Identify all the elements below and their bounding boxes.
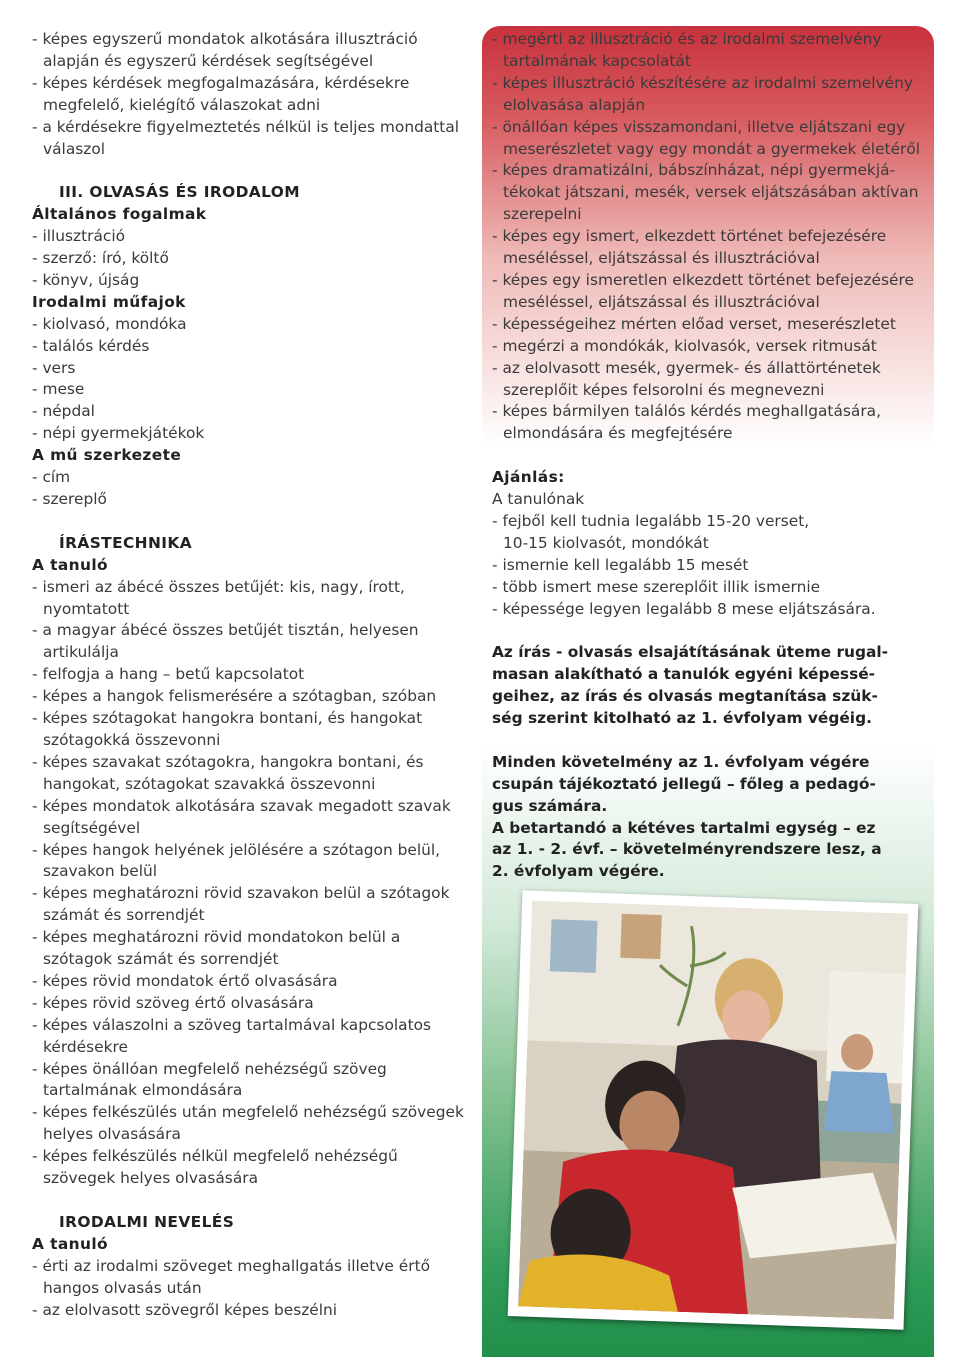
list-item: - képes a hangok felismerésére a szótagban, szóban xyxy=(32,687,437,706)
list-item: - megérzi a mondókák, kiolvasók, versek ritmusát xyxy=(492,336,877,355)
list-item: - találós kérdés xyxy=(32,336,150,355)
list-item: - képes meghatározni rövid szavakon belül a szótagok számát és sorrendjét xyxy=(32,884,450,925)
list-item: - szerző: író, költő xyxy=(32,249,169,268)
list-item: - képes mondatok alkotására szavak megadott szavak segítségével xyxy=(32,796,451,837)
list-item: - kiolvasó, mondóka xyxy=(32,314,187,333)
list-item: - képes hangok helyének jelölésére a szótagon belül, szavakon belül xyxy=(32,840,441,881)
classroom-photo-frame xyxy=(508,890,919,1330)
right-column xyxy=(492,29,932,883)
list-item: - könyv, újság xyxy=(32,270,140,289)
list-item: - képes bármilyen találós kérdés meghallgatására, elmondására és megfejtésére xyxy=(492,402,882,443)
section-heading-olvasas: III. OLVASÁS ÉS IRODALOM xyxy=(59,183,300,202)
list-item: - képes felkészülés nélkül megfelelő nehézségű szövegek helyes olvasására xyxy=(32,1147,398,1188)
classroom-photo xyxy=(518,901,908,1320)
list-item: - képes rövid szöveg értő olvasására xyxy=(32,993,314,1012)
intro-list xyxy=(32,29,482,160)
list-item: - népi gyermekjátékok xyxy=(32,424,205,443)
section-heading-irodalmi-neveles: IRODALMI NEVELÉS xyxy=(59,1212,235,1231)
ajanlas-heading: Ajánlás: xyxy=(492,468,565,487)
note-iras-olvasas: Az írás - olvasás elsajátításának üteme rugal- masan alakítható a tanulók egyéni képessé- geihez, az írás és olvasás megtanítása szük- ség szerint kitolható az 1. évfolyam végéig. xyxy=(492,643,889,728)
list-item: - fejből kell tudnia legalább 15-20 verset, 10-15 kiolvasót, mondókát xyxy=(492,511,810,552)
list-item: - illusztráció xyxy=(32,227,126,246)
list-item: - érti az irodalmi szöveget meghallgatás illetve értő hangos olvasás után xyxy=(32,1256,431,1297)
list-item: - képes felkészülés után megfelelő nehézségű szövegek helyes olvasására xyxy=(32,1103,464,1144)
list-item: - képes szótagokat hangokra bontani, és hangokat szótagokká összevonni xyxy=(32,709,423,749)
classroom-photo-illustration xyxy=(518,901,908,1320)
list-item: - felfogja a hang – betű kapcsolatot xyxy=(32,665,305,684)
note-ketéves-egyseg: A betartandó a kétéves tartalmi egység – ez az 1. - 2. évf. – követelményrendszere lesz, a 2. évfolyam végére. xyxy=(492,818,882,881)
subheading-szerkezet: A mű szerkezete xyxy=(32,446,182,465)
list-item: - képes egyszerű mondatok alkotására illusztráció alapján és egyszerű kérdések segítségével xyxy=(32,30,418,70)
subheading-tanulo: A tanuló xyxy=(32,555,108,574)
list-item: - vers xyxy=(32,358,76,377)
list-item: - több ismert mese szereplőit illik ismernie xyxy=(492,577,821,596)
list-item: - képes egy ismert, elkezdett történet befejezésére meséléssel, eljátszással és illusztrációval xyxy=(492,227,887,268)
list-item: - az elolvasott szövegről képes beszélni xyxy=(32,1300,338,1319)
list-item: - a kérdésekre figyelmeztetés nélkül is teljes mondattal válaszol xyxy=(32,117,460,158)
list-item: - képes önállóan megfelelő nehézségű szöveg tartalmának elmondására xyxy=(32,1059,387,1100)
list-item: - képes szavakat szótagokra, hangokra bontani, és hangokat, szótagokat szavakká összevonni xyxy=(32,752,424,793)
list-item: - ismeri az ábécé összes betűjét: kis, nagy, írott, nyomtatott xyxy=(32,577,405,618)
list-item: - képes rövid mondatok értő olvasására xyxy=(32,971,338,990)
list-item: - képes illusztráció készítésére az irodalmi szemelvény elolvasása alapján xyxy=(492,73,913,114)
section-heading-irastechnika: ÍRÁSTECHNIKA xyxy=(59,533,193,552)
list-item: - képessége legyen legalább 8 mese eljátszására. xyxy=(492,599,876,618)
irastechnika-list xyxy=(32,577,482,1190)
list-item: - mese xyxy=(32,380,85,399)
list-item: - képes kérdések megfogalmazására, kérdésekre megfelelő, kielégítő válaszokat adni xyxy=(32,73,410,114)
list-item: - képes meghatározni rövid mondatokon belül a szótagok számát és sorrendjét xyxy=(32,928,401,969)
list-item: - az elolvasott mesék, gyermek- és állattörténetek szereplőit képes felsorolni és megnevezni xyxy=(492,358,881,399)
left-column xyxy=(32,29,482,1321)
note-kovetelmeny: Minden követelmény az 1. évfolyam végére csupán tájékoztató jellegű – főleg a pedagó- gus számára. xyxy=(492,752,876,815)
subheading-tanulo: A tanuló xyxy=(32,1234,108,1253)
list-item: - ismernie kell legalább 15 mesét xyxy=(492,555,749,574)
list-item: - cím xyxy=(32,468,71,487)
list-item: - képes egy ismeretlen elkezdett történet befejezésére meséléssel, eljátszással és illusztrációval xyxy=(492,270,914,311)
list-item: - megérti az illusztráció és az irodalmi szemelvény tartalmának kapcsolatát xyxy=(492,30,882,70)
list-item: - szereplő xyxy=(32,490,107,509)
list-item: - a magyar ábécé összes betűjét tisztán, helyesen artikulálja xyxy=(32,621,419,662)
list-item: - képességeihez mérten előad verset, meserészletet xyxy=(492,314,896,333)
subheading-altalanos: Általános fogalmak xyxy=(32,205,207,224)
list-item: - képes válaszolni a szöveg tartalmával kapcsolatos kérdésekre xyxy=(32,1015,432,1056)
ajanlas-intro: A tanulónak xyxy=(492,490,585,509)
list-item: - önállóan képes visszamondani, illetve eljátszani egy meserészletet vagy egy mondát a gyermekek életéről xyxy=(492,117,921,158)
list-item: - népdal xyxy=(32,402,95,421)
subheading-mufajok: Irodalmi műfajok xyxy=(32,292,186,311)
list-item: - képes dramatizálni, bábszínházat, népi gyermekjá- tékokat játszani, mesék, versek eljátszásában aktívan szerepelni xyxy=(492,161,919,224)
